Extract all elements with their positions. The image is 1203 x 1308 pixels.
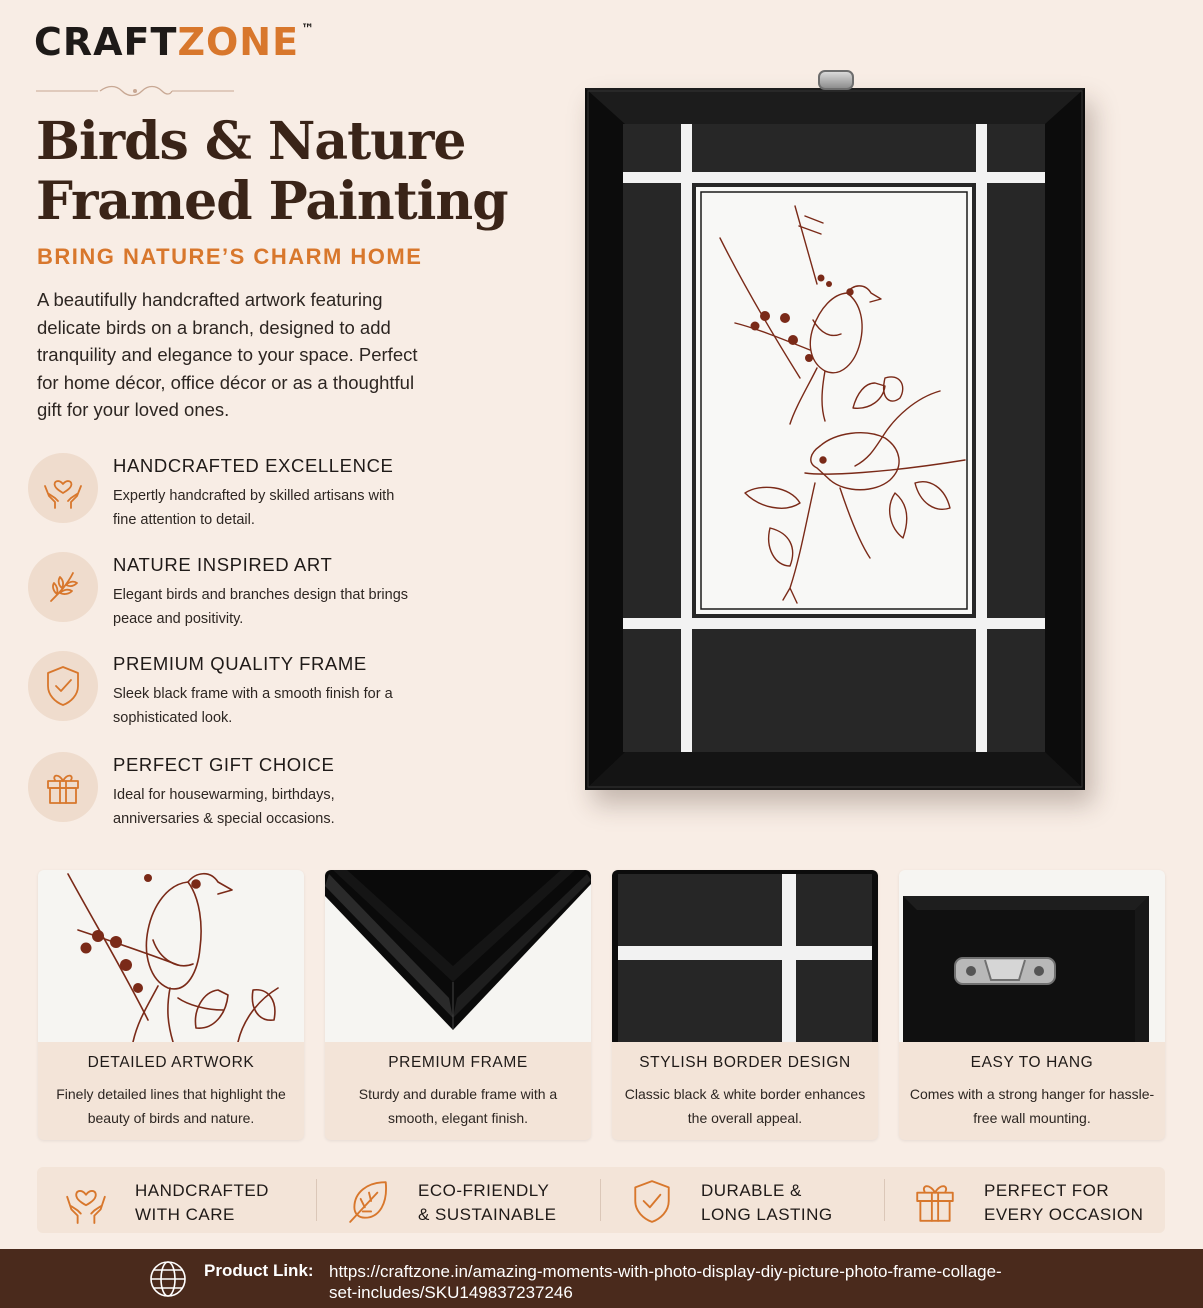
feature-title: NATURE INSPIRED ART — [113, 554, 333, 575]
benefit-label — [418, 1179, 556, 1227]
benefit-occasion — [886, 1167, 1168, 1233]
globe-icon — [148, 1259, 188, 1299]
trademark: ™ — [301, 22, 316, 37]
leaf-branch-icon — [28, 552, 98, 622]
feature-desc: Sleek black frame with a smooth finish for a sophisticated look. — [113, 686, 393, 726]
feature-desc: Elegant birds and branches design that brings peace and positivity. — [113, 587, 409, 627]
benefit-line-1: HANDCRAFTED — [135, 1181, 269, 1200]
border-design-closeup — [612, 870, 878, 1042]
footer-bar — [0, 1249, 1203, 1308]
feature-title: PERFECT GIFT CHOICE — [113, 754, 335, 775]
gift-icon — [28, 752, 98, 822]
title-line-1: Birds & Nature — [36, 111, 466, 172]
hands-heart-icon — [63, 1178, 109, 1224]
leaf-icon — [346, 1178, 392, 1224]
card-desc: Comes with a strong hanger for hassle-free wall mounting. — [909, 1086, 1155, 1126]
feature-desc: Expertly handcrafted by skilled artisans with fine attention to detail. — [113, 488, 395, 528]
benefit-label — [135, 1179, 269, 1227]
feature-nature — [28, 552, 428, 632]
feature-title: PREMIUM QUALITY FRAME — [113, 653, 367, 674]
feature-handcrafted — [28, 453, 428, 533]
card-title: PREMIUM FRAME — [388, 1054, 528, 1071]
card-title: DETAILED ARTWORK — [87, 1054, 255, 1071]
feature-desc: Ideal for housewarming, birthdays, anniversaries & special occasions. — [113, 787, 335, 827]
benefit-line-2: LONG LASTING — [701, 1205, 833, 1224]
title-line-2: Framed Painting — [36, 171, 508, 232]
benefit-line-2: EVERY OCCASION — [984, 1205, 1144, 1224]
intro-paragraph: A beautifully handcrafted artwork featuring delicate birds on a branch, designed to add tranquility and elegance to your space. Perfect for home décor, office décor or as a thoughtful gift for your loved ones. — [37, 289, 418, 420]
feature-frame — [28, 651, 428, 731]
benefit-label — [701, 1179, 833, 1227]
frame-corner-closeup — [325, 870, 591, 1042]
card-border-design — [612, 870, 878, 1140]
brand-name-part1: CRAFT — [34, 20, 178, 64]
card-easy-to-hang — [899, 870, 1165, 1140]
strip-separator — [884, 1179, 885, 1221]
benefit-line-1: PERFECT FOR — [984, 1181, 1110, 1200]
ornament-divider — [36, 85, 234, 97]
benefit-label — [984, 1179, 1143, 1227]
strip-separator — [316, 1179, 317, 1221]
page-title — [36, 112, 508, 232]
benefit-line-2: WITH CARE — [135, 1205, 235, 1224]
benefit-line-2: & SUSTAINABLE — [418, 1205, 557, 1224]
card-desc: Classic black & white border enhances the overall appeal. — [624, 1086, 866, 1126]
card-desc: Sturdy and durable frame with a smooth, elegant finish. — [358, 1086, 558, 1126]
brand-name-part2: ZONE — [177, 20, 300, 64]
benefit-durable — [603, 1167, 885, 1233]
frame-hanger — [818, 70, 854, 90]
benefits-strip — [37, 1167, 1165, 1233]
detailed-artwork-closeup — [38, 870, 304, 1042]
hanger-closeup — [899, 870, 1165, 1042]
strip-separator — [600, 1179, 601, 1221]
product-link-url[interactable]: https://craftzone.in/amazing-moments-with-photo-display-diy-picture-photo-frame-collage-set-includes/SKU149837237246 — [329, 1262, 1002, 1302]
shield-check-icon — [28, 651, 98, 721]
hands-heart-icon — [28, 453, 98, 523]
benefit-eco — [320, 1167, 602, 1233]
benefit-line-1: DURABLE & — [701, 1181, 802, 1200]
brand-logo — [34, 20, 315, 64]
framed-painting-photo — [585, 88, 1085, 790]
card-title: EASY TO HANG — [970, 1054, 1094, 1071]
gift-icon — [912, 1178, 958, 1224]
product-link-label: Product Link: — [204, 1261, 314, 1280]
benefit-handcrafted — [37, 1167, 319, 1233]
subtitle: BRING NATURE’S CHARM HOME — [37, 244, 423, 269]
card-title: STYLISH BORDER DESIGN — [639, 1054, 851, 1071]
benefit-line-1: ECO-FRIENDLY — [418, 1181, 550, 1200]
feature-title: HANDCRAFTED EXCELLENCE — [113, 455, 394, 476]
card-desc: Finely detailed lines that highlight the beauty of birds and nature. — [56, 1086, 286, 1126]
shield-check-icon — [629, 1178, 675, 1224]
card-premium-frame — [325, 870, 591, 1140]
feature-gift — [28, 752, 428, 832]
card-detailed-artwork — [38, 870, 304, 1140]
